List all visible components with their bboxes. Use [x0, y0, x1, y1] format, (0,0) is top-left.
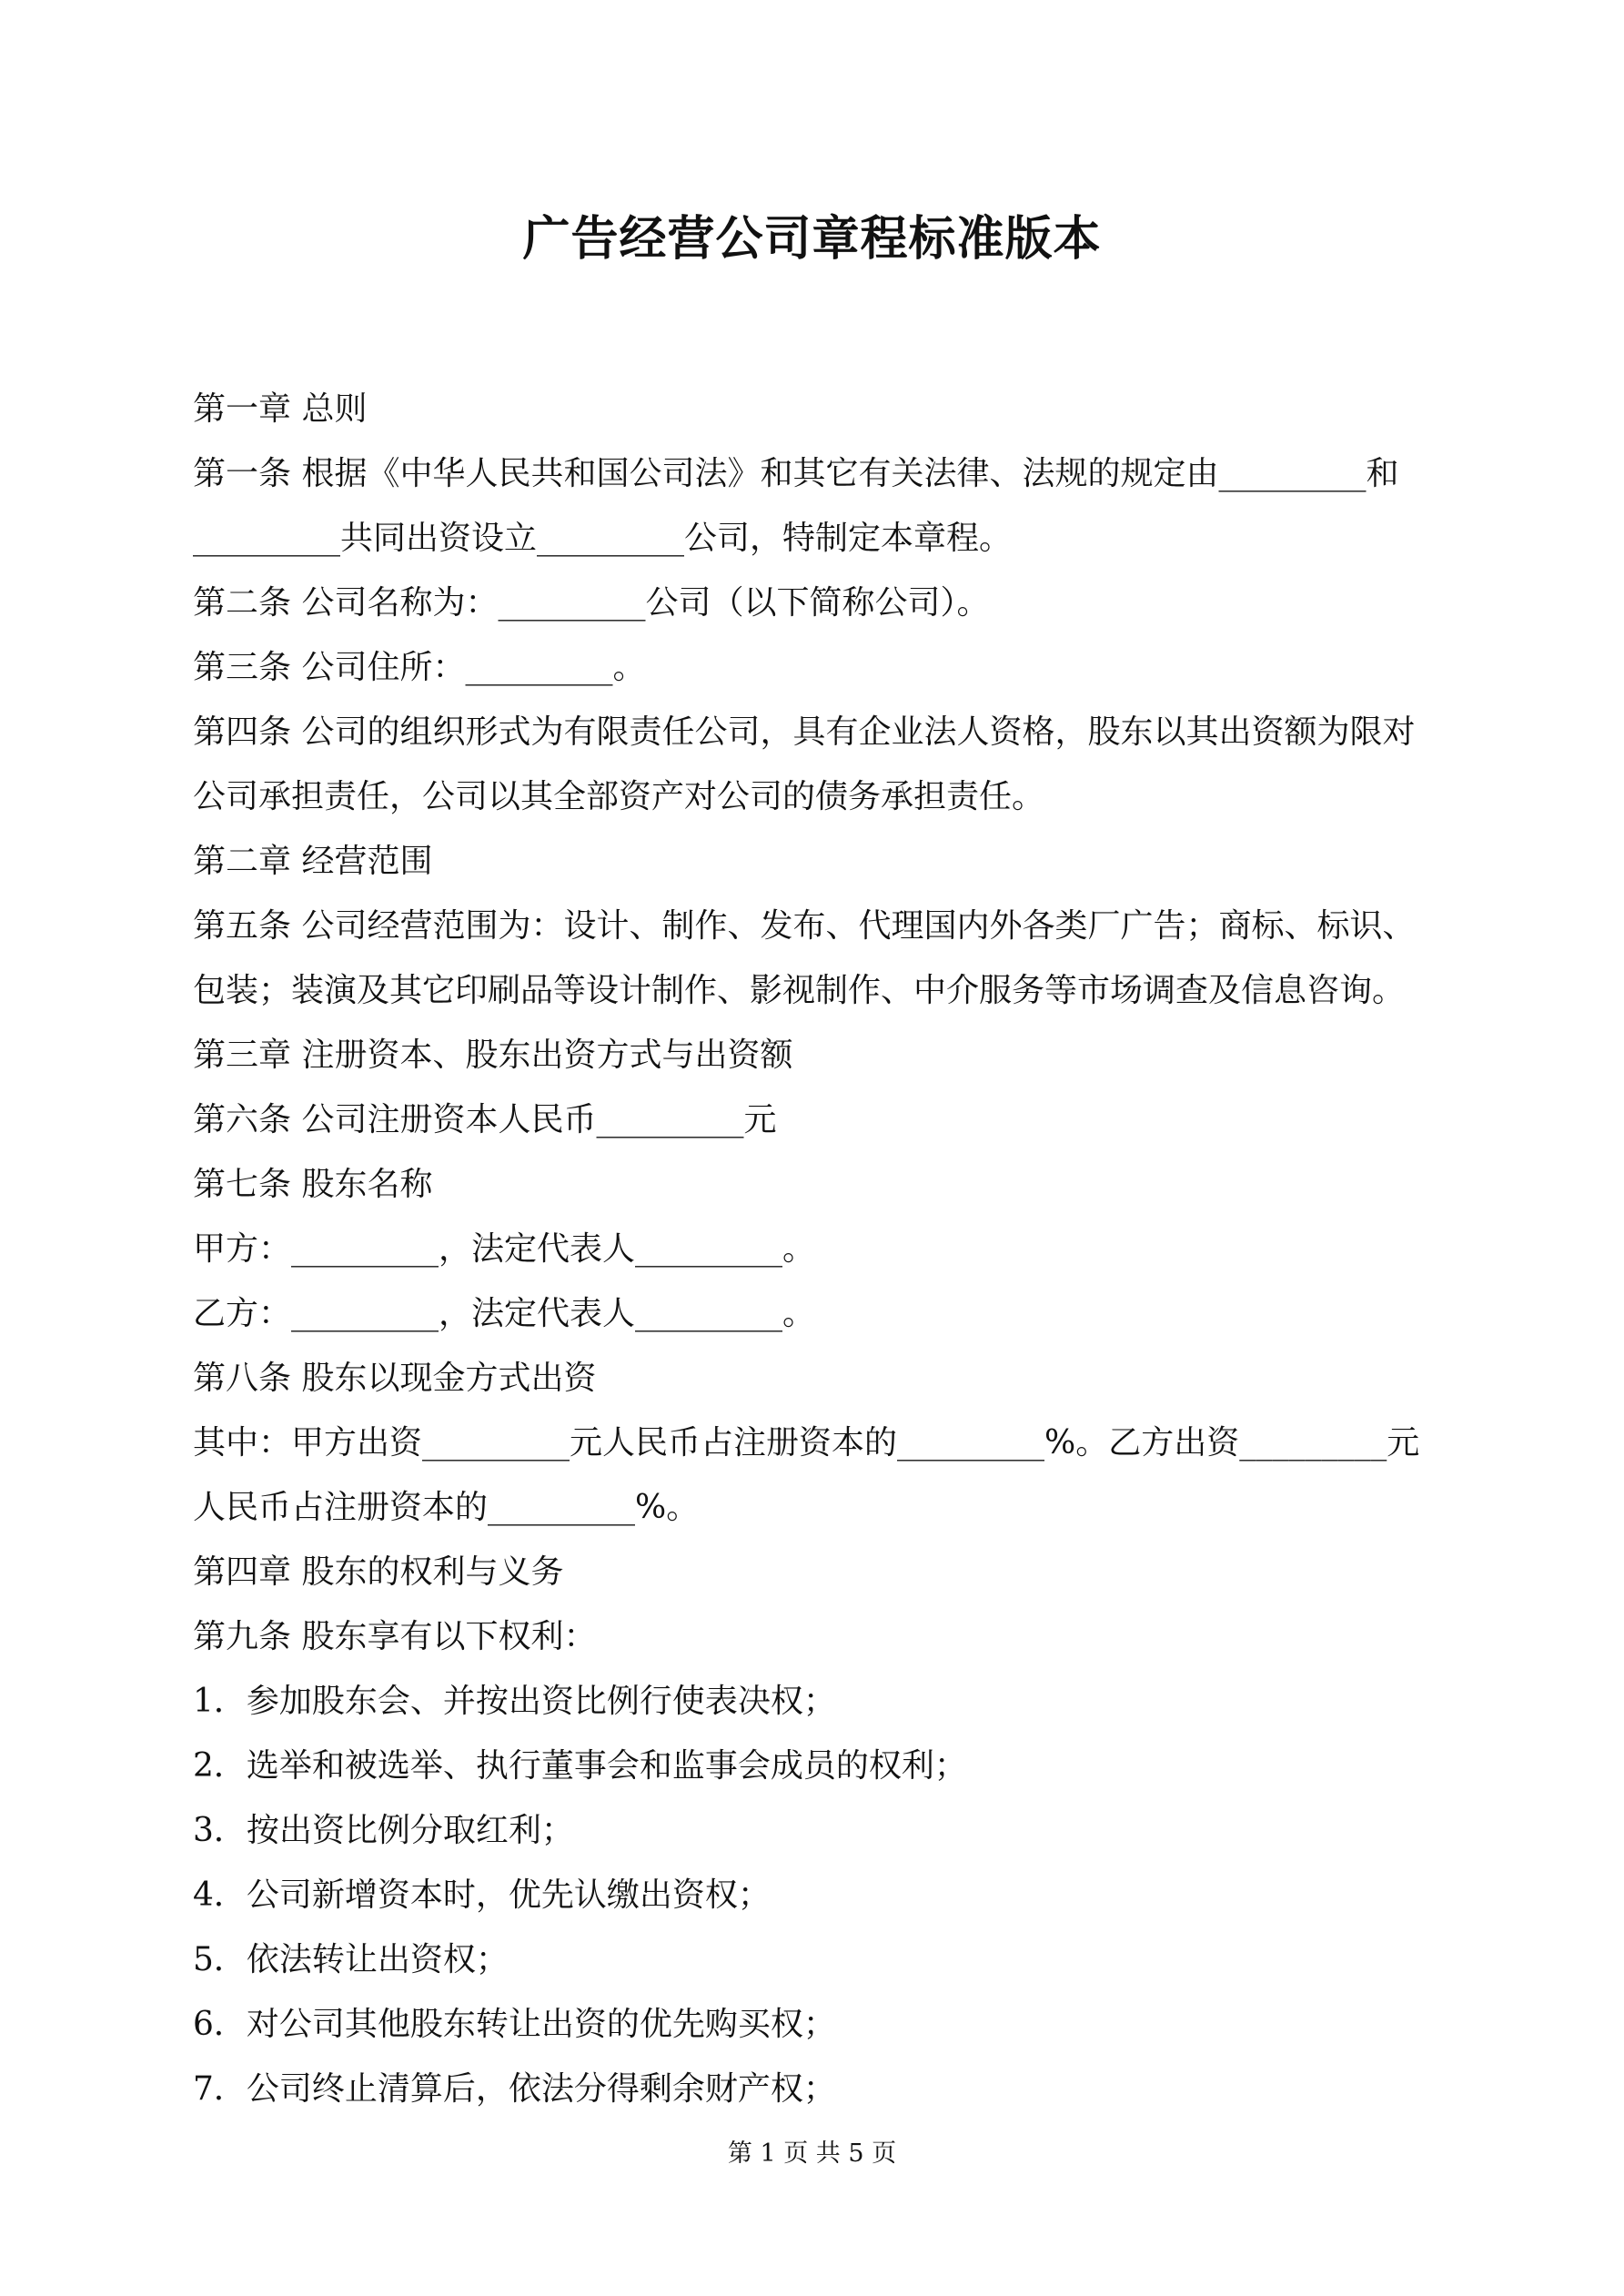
article-line: 第三条 公司住所：_________。 — [193, 649, 646, 686]
chapter-heading: 第二章 经营范围 — [193, 843, 433, 880]
chapter-heading: 第一章 总则 — [193, 390, 368, 428]
document-title: 广告经营公司章程标准版本 — [522, 211, 1102, 267]
list-item: 5．依法转让出资权； — [193, 1941, 509, 1978]
article-line: _________共同出资设立_________公司，特制定本章程。 — [193, 520, 1013, 557]
chapter-heading: 第三章 注册资本、股东出资方式与出资额 — [193, 1037, 793, 1074]
list-item: 4．公司新增资本时，优先认缴出资权； — [193, 1876, 771, 1914]
article-line: 第二条 公司名称为：_________公司（以下简称公司）。 — [193, 584, 990, 622]
list-item: 7．公司终止清算后，依法分得剩余财产权； — [193, 2070, 836, 2108]
document-body — [193, 377, 1439, 2121]
article-line: 其中：甲方出资_________元人民币占注册资本的_________%。乙方出资_________元 — [193, 1424, 1420, 1462]
article-line: 第一条 根据《中华人民共和国公司法》和其它有关法律、法规的规定由_________和 — [193, 455, 1399, 492]
list-item: 3．按出资比例分取红利； — [193, 1812, 574, 1849]
article-line: 甲方：_________，法定代表人_________。 — [193, 1230, 816, 1268]
article-line: 公司承担责任，公司以其全部资产对公司的债务承担责任。 — [193, 778, 1045, 815]
page-number-footer: 第 1 页 共 5 页 — [727, 2139, 897, 2168]
article-line: 包装；装演及其它印刷品等设计制作、影视制作、中介服务等市场调查及信息咨询。 — [193, 972, 1406, 1009]
article-line: 第五条 公司经营范围为：设计、制作、发布、代理国内外各类厂广告；商标、标识、 — [193, 907, 1416, 945]
article-line: 第七条 股东名称 — [193, 1166, 433, 1203]
list-item: 1．参加股东会、并按出资比例行使表决权； — [193, 1683, 836, 1720]
chapter-heading: 第四章 股东的权利与义务 — [193, 1553, 564, 1591]
list-item: 6．对公司其他股东转让出资的优先购买权； — [193, 2006, 836, 2043]
article-line: 第八条 股东以现金方式出资 — [193, 1360, 597, 1397]
article-line: 乙方：_________，法定代表人_________。 — [193, 1295, 816, 1332]
article-line: 第六条 公司注册资本人民币_________元 — [193, 1101, 777, 1138]
list-item: 2．选举和被选举、执行董事会和监事会成员的权利； — [193, 1747, 967, 1785]
article-line: 第四条 公司的组织形式为有限责任公司，具有企业法人资格，股东以其出资额为限对 — [193, 713, 1416, 751]
article-line: 第九条 股东享有以下权利： — [193, 1618, 597, 1655]
article-line: 人民币占注册资本的_________%。 — [193, 1489, 700, 1526]
